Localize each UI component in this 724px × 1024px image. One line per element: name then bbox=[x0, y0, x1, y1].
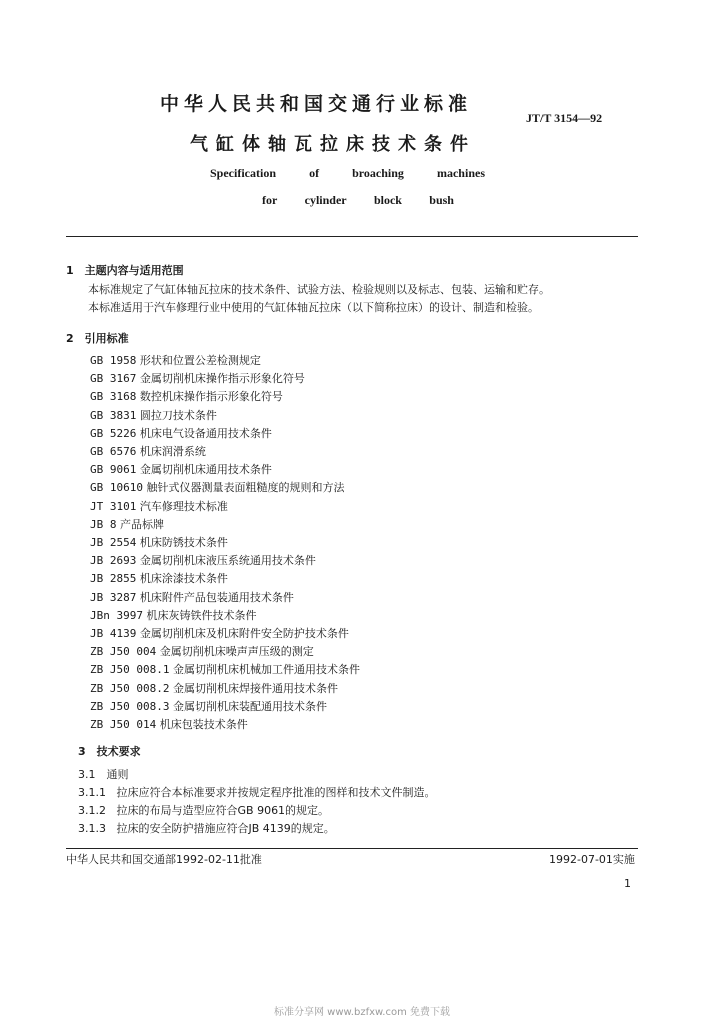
implementation-date: 1992-07-01实施 bbox=[549, 853, 635, 866]
reference-item bbox=[90, 625, 349, 641]
approval-line: 中华人民共和国交通部1992-02-11批准 bbox=[66, 853, 262, 866]
reference-item bbox=[90, 370, 305, 386]
reference-item bbox=[90, 498, 228, 514]
clause-number: 3.1.2 bbox=[78, 804, 106, 817]
reference-item bbox=[90, 698, 327, 714]
clause-number: 3.1.1 bbox=[78, 786, 106, 799]
reference-item bbox=[90, 534, 228, 550]
reference-item bbox=[90, 407, 217, 423]
reference-item bbox=[90, 661, 360, 677]
watermark: 标准分享网 www.bzfxw.com 免费下载 bbox=[274, 1007, 450, 1018]
reference-item bbox=[90, 461, 272, 477]
english-word: Specification bbox=[210, 166, 276, 180]
reference-code: ZB J50 008.2 bbox=[90, 681, 170, 695]
reference-code: JB 4139 bbox=[90, 627, 137, 640]
reference-code: JBn 3997 bbox=[90, 608, 143, 622]
reference-code: JB 3287 bbox=[90, 590, 137, 604]
english-word: block bbox=[373, 193, 402, 207]
reference-title: 形状和位置公差检测规定 bbox=[139, 354, 261, 367]
reference-code: GB 6576 bbox=[90, 445, 137, 458]
top-divider bbox=[66, 236, 638, 237]
clause-text: 拉床的布局与造型应符合GB 9061的规定。 bbox=[116, 804, 330, 817]
reference-item bbox=[90, 716, 248, 732]
reference-code: JT 3101 bbox=[90, 499, 137, 513]
english-word: machines bbox=[436, 166, 485, 180]
reference-code: JB 8 bbox=[90, 517, 117, 531]
reference-code: JB 2693 bbox=[90, 554, 137, 568]
reference-title: 圆拉刀技术条件 bbox=[139, 408, 217, 422]
reference-title: 金属切削机床及机床附件安全防护技术条件 bbox=[139, 627, 349, 640]
reference-item bbox=[90, 388, 283, 404]
reference-code: ZB J50 008.1 bbox=[90, 663, 170, 677]
reference-title: 金属切削机床装配通用技术条件 bbox=[172, 699, 327, 713]
english-word: for bbox=[262, 193, 278, 207]
section-1-paragraph-2: 本标准适用于汽车修理行业中使用的气缸体轴瓦拉床（以下简称拉床）的设计、制造和检验。 bbox=[88, 301, 539, 314]
reference-code: ZB J50 008.3 bbox=[90, 699, 170, 713]
reference-code: JB 2554 bbox=[90, 536, 137, 549]
clause-3-1-1 bbox=[78, 784, 436, 800]
reference-code: GB 9061 bbox=[90, 463, 137, 477]
reference-item bbox=[90, 479, 344, 495]
reference-code: GB 3168 bbox=[90, 390, 137, 404]
bottom-divider bbox=[66, 848, 638, 849]
reference-item bbox=[90, 643, 314, 659]
reference-title: 机床附件产品包装通用技术条件 bbox=[139, 590, 294, 604]
reference-item bbox=[90, 589, 294, 605]
reference-item bbox=[90, 516, 164, 532]
reference-title: 汽车修理技术标准 bbox=[139, 499, 228, 513]
reference-title: 机床灰铸铁件技术条件 bbox=[146, 608, 257, 622]
english-title-line2 bbox=[262, 193, 454, 208]
reference-title: 机床润滑系统 bbox=[139, 445, 206, 458]
section-3-heading: 3 技术要求 bbox=[78, 745, 141, 758]
section-1-paragraph-1: 本标准规定了气缸体轴瓦拉床的技术条件、试验方法、检验规则以及标志、包装、运输和贮存。 bbox=[88, 283, 550, 296]
page-number: 1 bbox=[624, 877, 631, 890]
reference-item bbox=[90, 552, 316, 568]
reference-code: ZB J50 004 bbox=[90, 645, 157, 659]
clause-3-1-2 bbox=[78, 802, 329, 818]
english-word: broaching bbox=[352, 166, 404, 180]
reference-title: 产品标牌 bbox=[120, 517, 164, 531]
section-2-heading: 2 引用标准 bbox=[66, 332, 129, 345]
reference-title: 机床防锈技术条件 bbox=[139, 536, 228, 549]
reference-title: 金属切削机床机械加工件通用技术条件 bbox=[172, 663, 360, 677]
reference-code: GB 10610 bbox=[90, 481, 143, 495]
reference-title: 金属切削机床噪声声压级的测定 bbox=[159, 645, 314, 659]
english-word: cylinder bbox=[304, 193, 347, 207]
reference-title: 机床电气设备通用技术条件 bbox=[139, 426, 272, 440]
clause-text: 拉床的安全防护措施应符合JB 4139的规定。 bbox=[116, 822, 335, 835]
reference-code: GB 3167 bbox=[90, 372, 137, 386]
header-title: 中华人民共和国交通行业标准 bbox=[160, 93, 473, 115]
reference-code: JB 2855 bbox=[90, 572, 137, 586]
standard-code: JT/T 3154—92 bbox=[526, 111, 603, 125]
reference-item bbox=[90, 425, 272, 441]
reference-title: 金属切削机床通用技术条件 bbox=[139, 463, 272, 477]
reference-title: 金属切削机床操作指示形象化符号 bbox=[139, 372, 305, 386]
reference-item bbox=[90, 607, 256, 623]
reference-title: 金属切削机床焊接件通用技术条件 bbox=[172, 681, 338, 695]
reference-code: GB 5226 bbox=[90, 426, 137, 440]
reference-title: 机床涂漆技术条件 bbox=[139, 572, 228, 586]
reference-title: 触针式仪器测量表面粗糙度的规则和方法 bbox=[146, 481, 345, 495]
section-1-heading: 1 主题内容与适用范围 bbox=[66, 264, 184, 277]
clause-3-1-3 bbox=[78, 820, 335, 836]
reference-title: 金属切削机床液压系统通用技术条件 bbox=[139, 554, 316, 568]
reference-code: GB 3831 bbox=[90, 408, 137, 422]
english-word: of bbox=[309, 166, 320, 180]
section-3-1-heading: 3.1 通则 bbox=[78, 768, 129, 781]
reference-item bbox=[90, 570, 228, 586]
reference-title: 数控机床操作指示形象化符号 bbox=[139, 390, 283, 404]
clause-text: 拉床应符合本标准要求并按规定程序批准的图样和技术文件制造。 bbox=[116, 786, 436, 799]
clause-number: 3.1.3 bbox=[78, 822, 106, 835]
main-title: 气缸体轴瓦拉床技术条件 bbox=[190, 134, 476, 155]
english-title-line1 bbox=[210, 166, 485, 181]
reference-item bbox=[90, 680, 338, 696]
reference-item bbox=[90, 352, 261, 368]
reference-code: GB 1958 bbox=[90, 354, 137, 367]
reference-code: ZB J50 014 bbox=[90, 718, 157, 731]
english-word: bush bbox=[429, 193, 454, 207]
reference-item bbox=[90, 443, 206, 459]
reference-title: 机床包装技术条件 bbox=[159, 718, 248, 731]
